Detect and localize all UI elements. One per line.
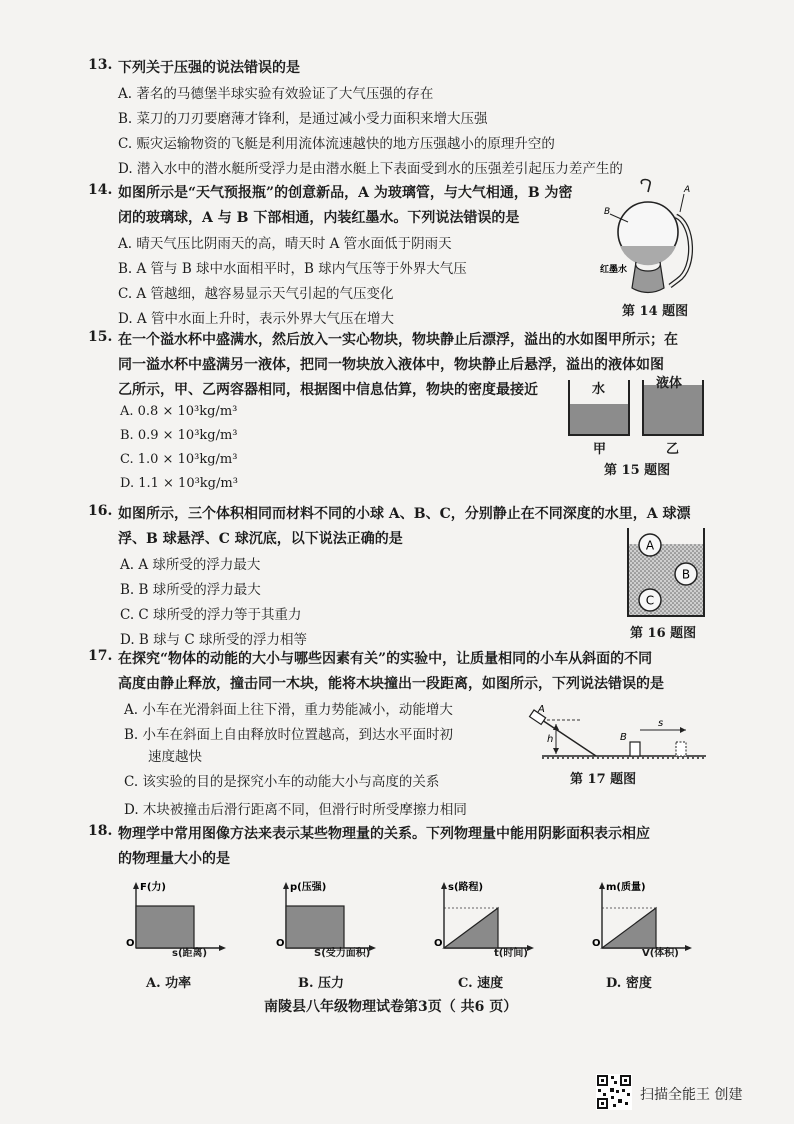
- q18-option-a: A. 功率: [146, 976, 192, 991]
- q17-fig-label-b: B: [620, 732, 627, 743]
- q18-option-c: C. 速度: [458, 976, 504, 991]
- q14-fig-label-a: A: [684, 185, 691, 195]
- q18-graph-d-origin: O: [592, 938, 601, 949]
- q15-stem-line1: 在一个溢水杯中盛满水，然后放入一实心物块，物块静止后漂浮，溢出的水如图甲所示；在: [118, 332, 678, 348]
- q15-water-fill: [570, 404, 628, 434]
- page-footer: 南陵县八年级物理试卷第3页（ 共6 页）: [264, 999, 518, 1015]
- q18-graph-b-xlabel: S(受力面积): [314, 948, 371, 959]
- q14-option-b: B. A 管与 B 球中水面相平时，B 球内气压等于外界大气压: [118, 261, 467, 277]
- q18-graph-b: [274, 878, 380, 954]
- q15-figure-caption: 第 15 题图: [604, 463, 671, 478]
- q14-option-d: D. A 管中水面上升时，表示外界大气压在增大: [118, 311, 394, 327]
- q15-option-c: C. 1.0 × 10³kg/m³: [120, 452, 238, 467]
- q15-number: 15.: [88, 329, 113, 345]
- q18-graph-c-origin: O: [434, 938, 443, 949]
- q15-stem-line2: 同一溢水杯中盛满另一液体，把同一物块放入液体中，物块静止后悬浮，溢出的液体如图: [118, 357, 664, 373]
- q14-figure-caption: 第 14 题图: [622, 304, 689, 319]
- q17-stem-line1: 在探究“物体的动能的大小与哪些因素有关”的实验中，让质量相同的小车从斜面的不同: [118, 651, 653, 667]
- q16-ball-b-label: B: [681, 567, 691, 582]
- q18-option-d: D. 密度: [606, 976, 652, 991]
- watermark-text: 扫描全能王 创建: [640, 1087, 743, 1103]
- q17-option-a: A. 小车在光滑斜面上往下滑，重力势能减小，动能增大: [124, 702, 453, 718]
- q18-graph-c-ylabel: s(路程): [448, 882, 484, 893]
- q17-option-b-line2: 速度越快: [148, 749, 202, 765]
- q16-option-a: A. A 球所受的浮力最大: [120, 557, 261, 573]
- q18-graph-c-shaded-area: [444, 908, 498, 948]
- q14-option-a: A. 晴天气压比阴雨天的高，晴天时 A 管水面低于阴雨天: [118, 236, 452, 252]
- q16-stem-line1: 如图所示，三个体积相同而材料不同的小球 A、B、C，分别静止在不同深度的水里，A 球漂: [118, 506, 691, 522]
- q17-number: 17.: [88, 648, 113, 664]
- q17-option-d: D. 木块被撞击后滑行距离不同，但滑行时所受摩擦力相同: [124, 802, 467, 818]
- q15-label-liquid: 液体: [656, 376, 683, 391]
- q18-graph-d: [590, 878, 696, 954]
- q15-liquid-fill: [644, 385, 702, 434]
- q17-fig-label-h: h: [547, 734, 554, 745]
- q17-option-b-line1: B. 小车在斜面上自由释放时位置越高，到达水平面时初: [124, 727, 454, 743]
- q15-option-d: D. 1.1 × 10³kg/m³: [120, 476, 238, 491]
- q15-label-jia: 甲: [593, 442, 607, 457]
- q14-stem-line2: 闭的玻璃球，A 与 B 下部相通，内装红墨水。下列说法错误的是: [118, 210, 520, 226]
- q13-option-b: B. 菜刀的刀刃要磨薄才锋利，是通过减小受力面积来增大压强: [118, 111, 488, 127]
- q18-graph-a-shaded-area: [136, 906, 194, 948]
- q16-option-d: D. B 球与 C 球所受的浮力相等: [120, 632, 308, 648]
- q18-graph-d-xlabel: V(体积): [642, 948, 679, 959]
- q18-option-b: B. 压力: [298, 976, 345, 991]
- q18-graph-b-shaded-area: [286, 906, 344, 948]
- q14-fig-label-ink: 红墨水: [600, 265, 628, 275]
- q14-figure-weather-bottle: [598, 176, 706, 304]
- q18-graph-b-origin: O: [276, 938, 285, 949]
- q14-fig-label-b: B: [604, 207, 611, 217]
- q16-option-c: C. C 球所受的浮力等于其重力: [120, 607, 302, 623]
- q17-option-c: C. 该实验的目的是探究小车的动能大小与高度的关系: [124, 774, 440, 790]
- q16-stem-line2: 浮、B 球悬浮、C 球沉底，以下说法正确的是: [118, 531, 403, 547]
- q17-fig-label-s: s: [658, 718, 664, 729]
- q17-figure-caption: 第 17 题图: [570, 772, 637, 787]
- q16-option-b: B. B 球所受的浮力最大: [120, 582, 261, 598]
- q18-graph-b-ylabel: p(压强): [290, 882, 327, 893]
- q18-graph-a-ylabel: F(力): [140, 882, 166, 893]
- q18-graph-c-xlabel: t(时间): [494, 948, 528, 959]
- q17-fig-label-a: A: [538, 704, 545, 715]
- q18-number: 18.: [88, 823, 113, 839]
- q18-graph-d-ylabel: m(质量): [606, 882, 646, 893]
- q18-graph-a-origin: O: [126, 938, 135, 949]
- q15-label-yi: 乙: [666, 442, 680, 457]
- q16-figure-caption: 第 16 题图: [630, 626, 697, 641]
- q18-graph-c: [432, 878, 538, 954]
- q18-graph-d-shaded-area: [602, 908, 656, 948]
- q15-stem-line3: 乙所示，甲、乙两容器相同，根据图中信息估算，物块的密度最接近: [118, 382, 538, 398]
- q16-ball-a-label: A: [645, 538, 655, 553]
- q16-number: 16.: [88, 503, 113, 519]
- q13-stem: 下列关于压强的说法错误的是: [118, 60, 300, 76]
- q15-option-a: A. 0.8 × 10³kg/m³: [120, 404, 238, 419]
- q14-option-c: C. A 管越细，越容易显示天气引起的气压变化: [118, 286, 394, 302]
- q13-number: 13.: [88, 57, 113, 73]
- q18-graph-a: [124, 878, 230, 954]
- q15-label-water: 水: [592, 382, 606, 397]
- q13-option-d: D. 潜入水中的潜水艇所受浮力是由潜水艇上下表面受到水的压强差引起压力差产生的: [118, 161, 623, 177]
- q16-figure-balls-in-water: [624, 526, 710, 620]
- q14-stem-line1: 如图所示是“天气预报瓶”的创意新品，A 为玻璃管，与大气相通，B 为密: [118, 185, 573, 201]
- q13-option-a: A. 著名的马德堡半球实验有效验证了大气压强的存在: [118, 86, 434, 102]
- q17-figure-incline-cart: [520, 692, 710, 764]
- q14-number: 14.: [88, 182, 113, 198]
- q15-option-b: B. 0.9 × 10³kg/m³: [120, 428, 238, 443]
- q18-stem-line2: 的物理量大小的是: [118, 851, 230, 867]
- qr-code-icon: [596, 1074, 632, 1110]
- q18-graph-a-xlabel: s(距离): [172, 948, 208, 959]
- q18-stem-line1: 物理学中常用图像方法来表示某些物理量的关系。下列物理量中能用阴影面积表示相应: [118, 826, 650, 842]
- q17-stem-line2: 高度由静止释放，撞击同一木块，能将木块撞出一段距离，如图所示，下列说法错误的是: [118, 676, 664, 692]
- q16-ball-c-label: C: [645, 593, 655, 608]
- q13-option-c: C. 赈灾运输物资的飞艇是利用流体流速越快的地方压强越小的原理升空的: [118, 136, 555, 152]
